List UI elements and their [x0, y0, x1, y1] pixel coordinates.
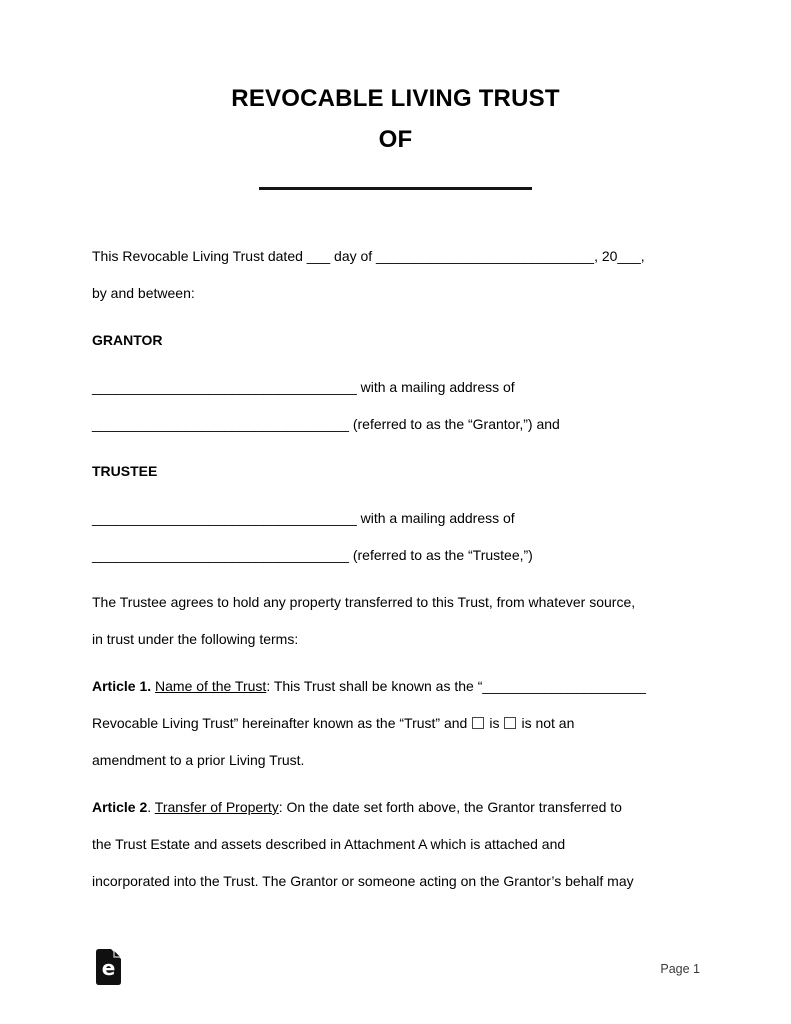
grantor-name-line — [92, 369, 731, 406]
document-title-line2: OF — [378, 126, 413, 153]
article-2-heading: Transfer of Property — [154, 799, 279, 815]
document-header — [0, 0, 791, 190]
article-2-text-1: : On the date set forth above, the Grantor transferred to — [278, 799, 622, 815]
trustee-address-suffix: (referred to as the “Trustee,”) — [348, 547, 533, 563]
trustee-name-suffix: with a mailing address of — [356, 510, 515, 526]
article-2 — [92, 789, 731, 900]
grantor-fields — [92, 369, 731, 443]
trustee-name-line — [92, 500, 731, 537]
article-1-text-2: Revocable Living Trust” hereinafter known as the “Trust” and — [92, 715, 468, 731]
article-1-text-1: : This Trust shall be known as the “ — [266, 678, 483, 694]
grantor-name-blank[interactable]: __________________________________ — [92, 379, 357, 395]
article-2-line-2: the Trust Estate and assets described in Attachment A which is attached and — [92, 836, 566, 852]
agreement-line-1: The Trustee agrees to hold any property transferred to this Trust, from whatever source, — [92, 594, 636, 610]
article-2-label: Article 2 — [92, 799, 148, 815]
trust-name-inline-blank[interactable]: _____________________ — [482, 678, 646, 694]
article-1-line-1 — [92, 668, 731, 705]
trustee-address-line — [92, 537, 731, 574]
document-title-line1: REVOCABLE LIVING TRUST — [231, 85, 560, 112]
grantor-address-suffix: (referred to as the “Grantor,”) and — [348, 416, 560, 432]
document-body — [0, 238, 791, 900]
trustee-name-blank[interactable]: __________________________________ — [92, 510, 357, 526]
trustee-section — [92, 453, 731, 490]
trustee-heading: TRUSTEE — [92, 463, 158, 479]
grantor-heading: GRANTOR — [92, 332, 163, 348]
trustee-fields — [92, 500, 731, 574]
article-2-separator: . — [147, 799, 155, 815]
intro-line-2: by and between: — [92, 285, 195, 301]
article-1-line-2 — [92, 705, 731, 742]
is-not-amendment-checkbox[interactable] — [504, 717, 516, 729]
article-1-line-3: amendment to a prior Living Trust. — [92, 752, 305, 768]
grantor-section — [92, 322, 731, 359]
article-1 — [92, 668, 731, 779]
page-number: Page 1 — [660, 962, 700, 976]
is-not-amendment-label: is not an — [521, 715, 575, 731]
grantor-name-suffix: with a mailing address of — [356, 379, 515, 395]
agreement-line-2: in trust under the following terms: — [92, 631, 299, 647]
is-amendment-checkbox[interactable] — [472, 717, 484, 729]
intro-line-1: This Revocable Living Trust dated ___ day of ____________________________, 20___, — [92, 248, 645, 264]
intro-paragraph — [92, 238, 731, 312]
eforms-logo — [96, 949, 122, 985]
article-2-line-3: incorporated into the Trust. The Grantor or someone acting on the Grantor’s behalf may — [92, 873, 634, 889]
grantor-address-line — [92, 406, 731, 443]
grantor-address-blank[interactable]: _________________________________ — [92, 416, 349, 432]
article-1-heading: Name of the Trust — [155, 678, 267, 694]
article-2-line-1 — [92, 789, 731, 826]
logo-letter: e — [101, 956, 116, 980]
article-1-label: Article 1. — [92, 678, 152, 694]
agreement-paragraph — [92, 584, 731, 658]
trustee-address-blank[interactable]: _________________________________ — [92, 547, 349, 563]
is-amendment-label: is — [489, 715, 500, 731]
trust-name-blank-line[interactable] — [259, 187, 532, 190]
